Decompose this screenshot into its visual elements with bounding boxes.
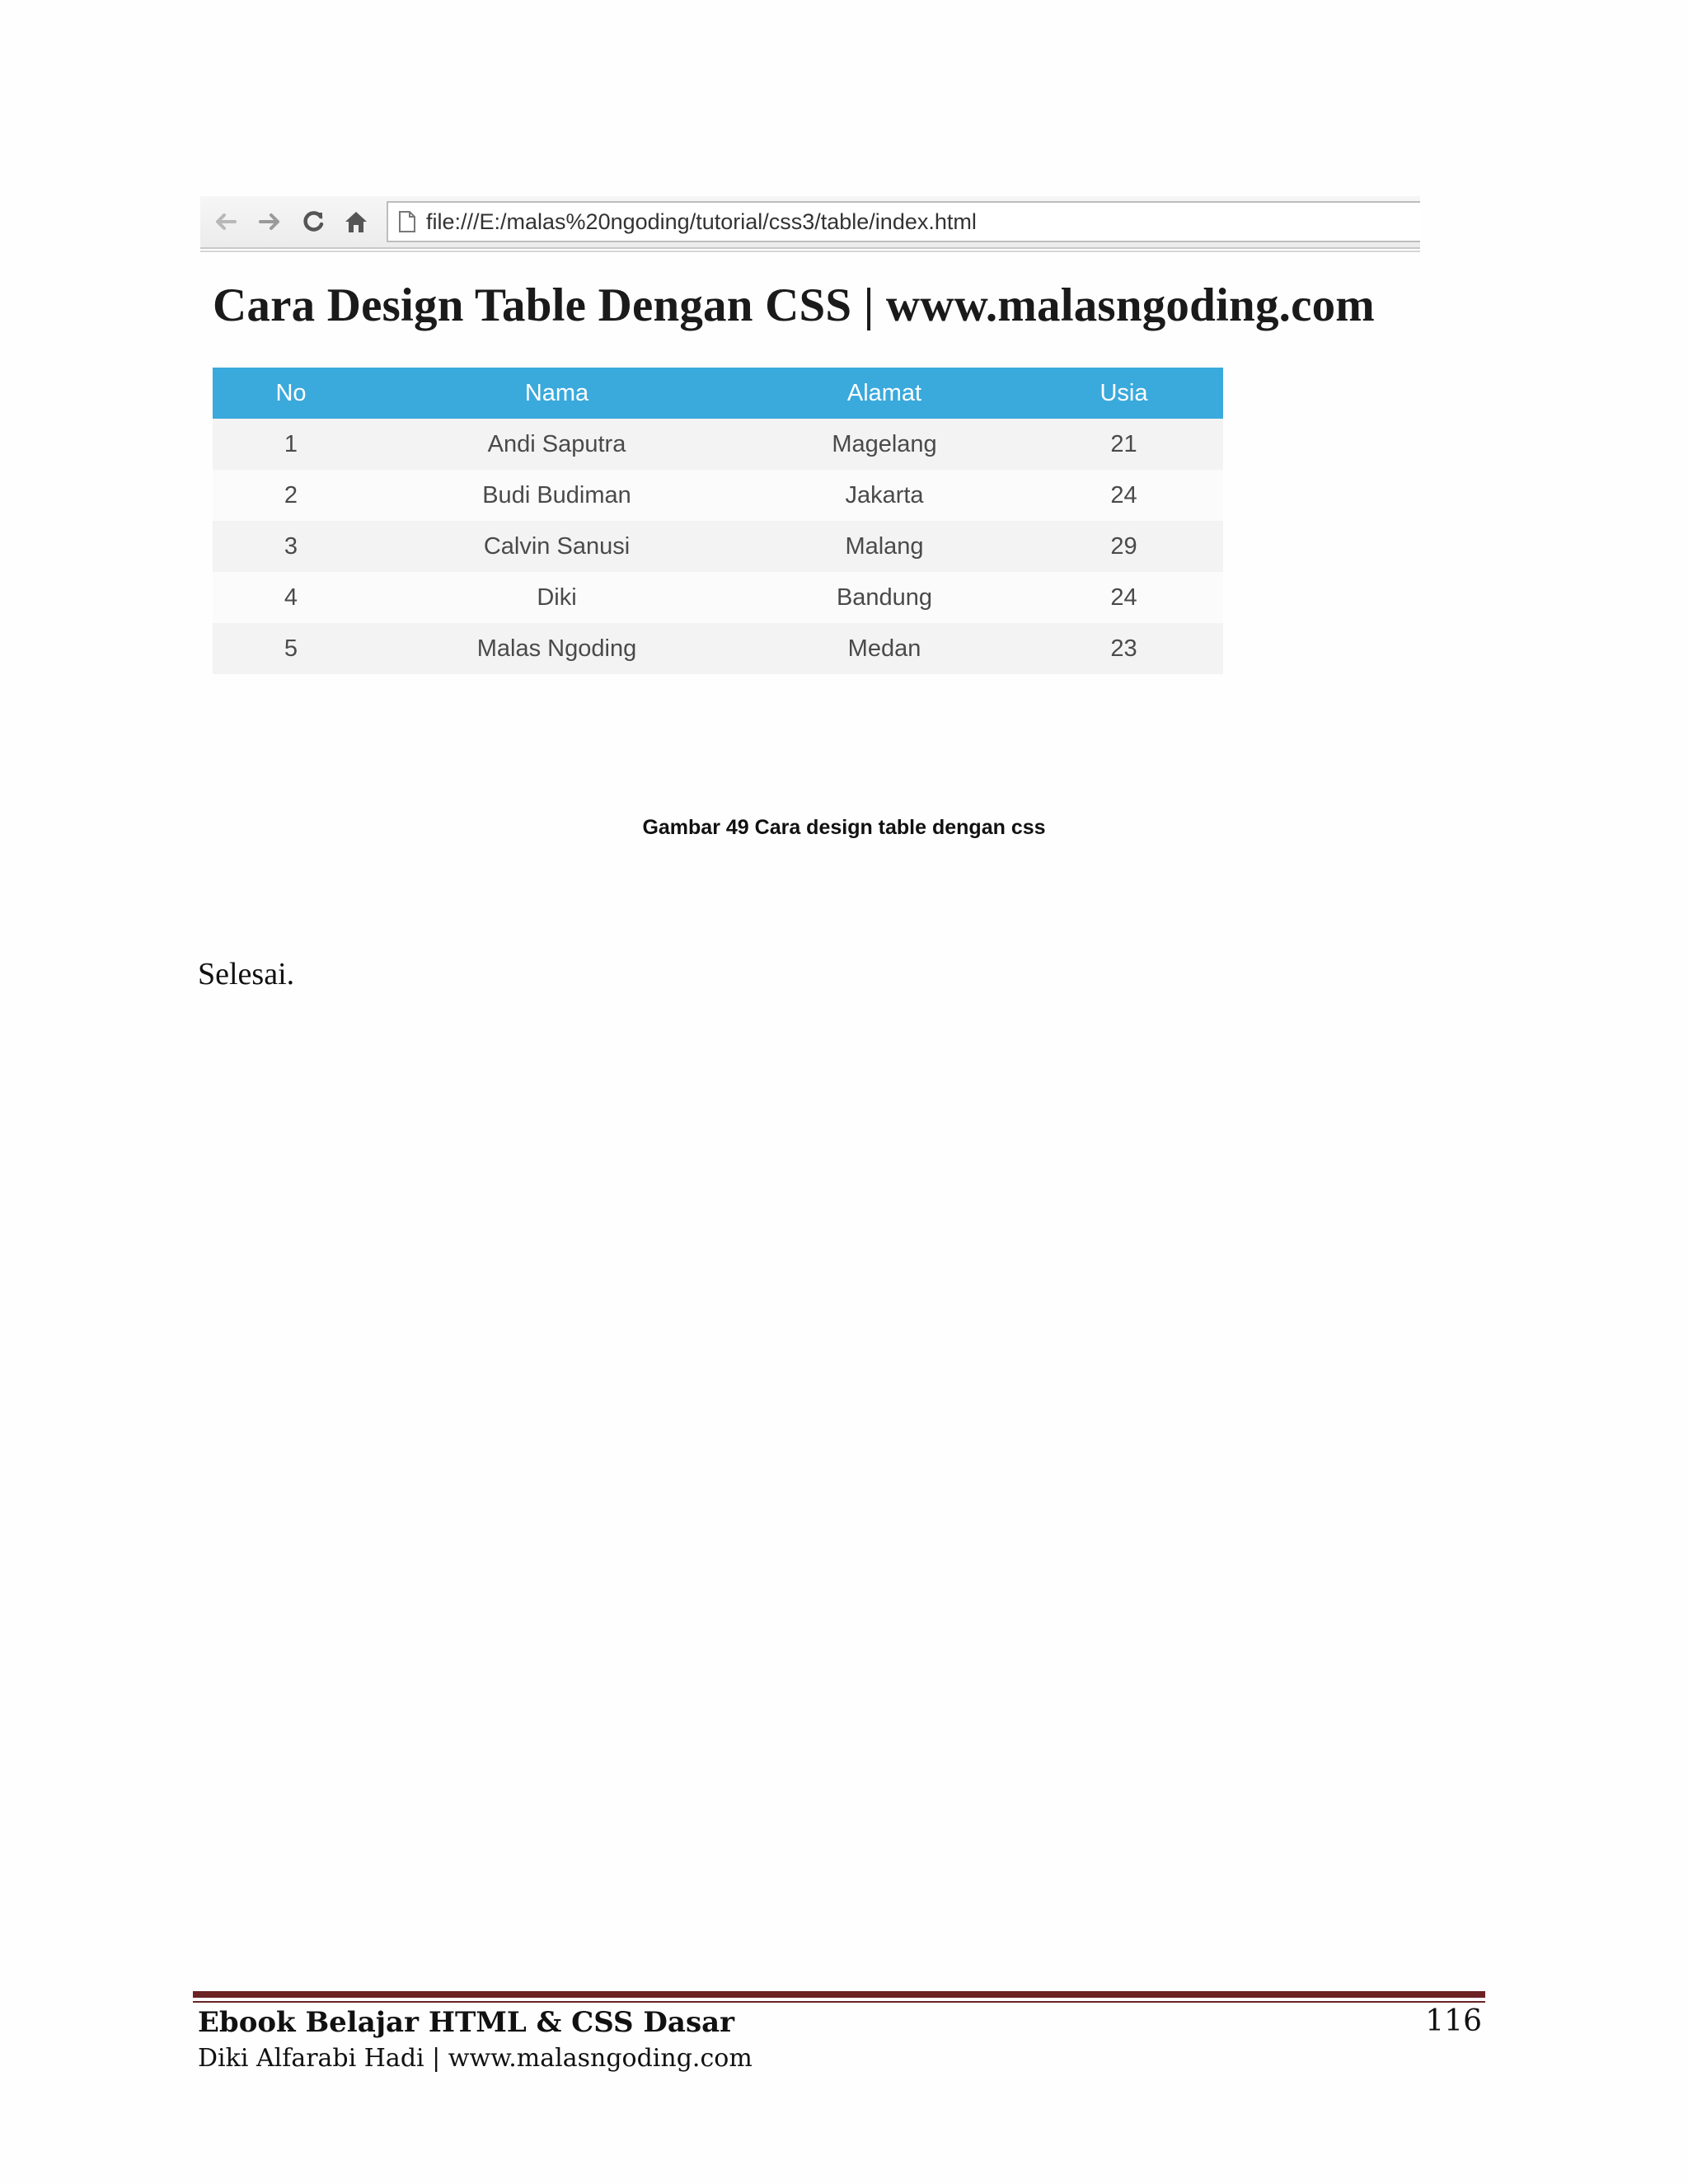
forward-arrow-icon[interactable]	[256, 208, 284, 236]
page-number: 116	[1425, 2004, 1482, 2038]
cell-usia: 24	[1025, 572, 1223, 623]
cell-no: 3	[213, 521, 369, 572]
table-header-row	[213, 368, 1223, 419]
cell-nama: Diki	[369, 572, 744, 623]
column-header-usia: Usia	[1025, 368, 1223, 419]
back-arrow-icon[interactable]	[212, 208, 240, 236]
cell-no: 2	[213, 470, 369, 521]
cell-usia: 21	[1025, 419, 1223, 470]
body-paragraph: Selesai.	[198, 957, 295, 991]
cell-alamat: Bandung	[744, 572, 1025, 623]
cell-no: 5	[213, 623, 369, 674]
cell-no: 1	[213, 419, 369, 470]
table-row	[213, 572, 1223, 623]
reload-icon[interactable]	[299, 208, 327, 236]
page-icon	[398, 210, 416, 233]
cell-nama: Calvin Sanusi	[369, 521, 744, 572]
cell-usia: 24	[1025, 470, 1223, 521]
column-header-nama: Nama	[369, 368, 744, 419]
cell-no: 4	[213, 572, 369, 623]
figure-caption: Gambar 49 Cara design table dengan css	[642, 816, 1046, 839]
cell-alamat: Jakarta	[744, 470, 1025, 521]
cell-nama: Andi Saputra	[369, 419, 744, 470]
address-bar[interactable]	[387, 201, 1420, 242]
cell-nama: Malas Ngoding	[369, 623, 744, 674]
table-row	[213, 521, 1223, 572]
footer-title: Ebook Belajar HTML & CSS Dasar	[198, 2006, 735, 2039]
column-header-alamat: Alamat	[744, 368, 1025, 419]
url-text: file:///E:/malas%20ngoding/tutorial/css3/table/index.html	[426, 209, 977, 234]
browser-toolbar	[200, 196, 1420, 249]
cell-alamat: Malang	[744, 521, 1025, 572]
figure-screenshot	[200, 196, 1420, 790]
footer-subtitle: Diki Alfarabi Hadi | www.malasngoding.com	[198, 2044, 753, 2073]
cell-usia: 23	[1025, 623, 1223, 674]
data-table	[213, 368, 1223, 674]
footer-rule-thin	[193, 2001, 1485, 2003]
table-row	[213, 470, 1223, 521]
table-row	[213, 419, 1223, 470]
column-header-no: No	[213, 368, 369, 419]
home-icon[interactable]	[342, 208, 370, 236]
table-row	[213, 623, 1223, 674]
cell-usia: 29	[1025, 521, 1223, 572]
cell-nama: Budi Budiman	[369, 470, 744, 521]
page-heading: Cara Design Table Dengan CSS | www.malasngoding.com	[213, 279, 1375, 331]
cell-alamat: Magelang	[744, 419, 1025, 470]
footer-rule	[193, 1991, 1485, 1998]
cell-alamat: Medan	[744, 623, 1025, 674]
